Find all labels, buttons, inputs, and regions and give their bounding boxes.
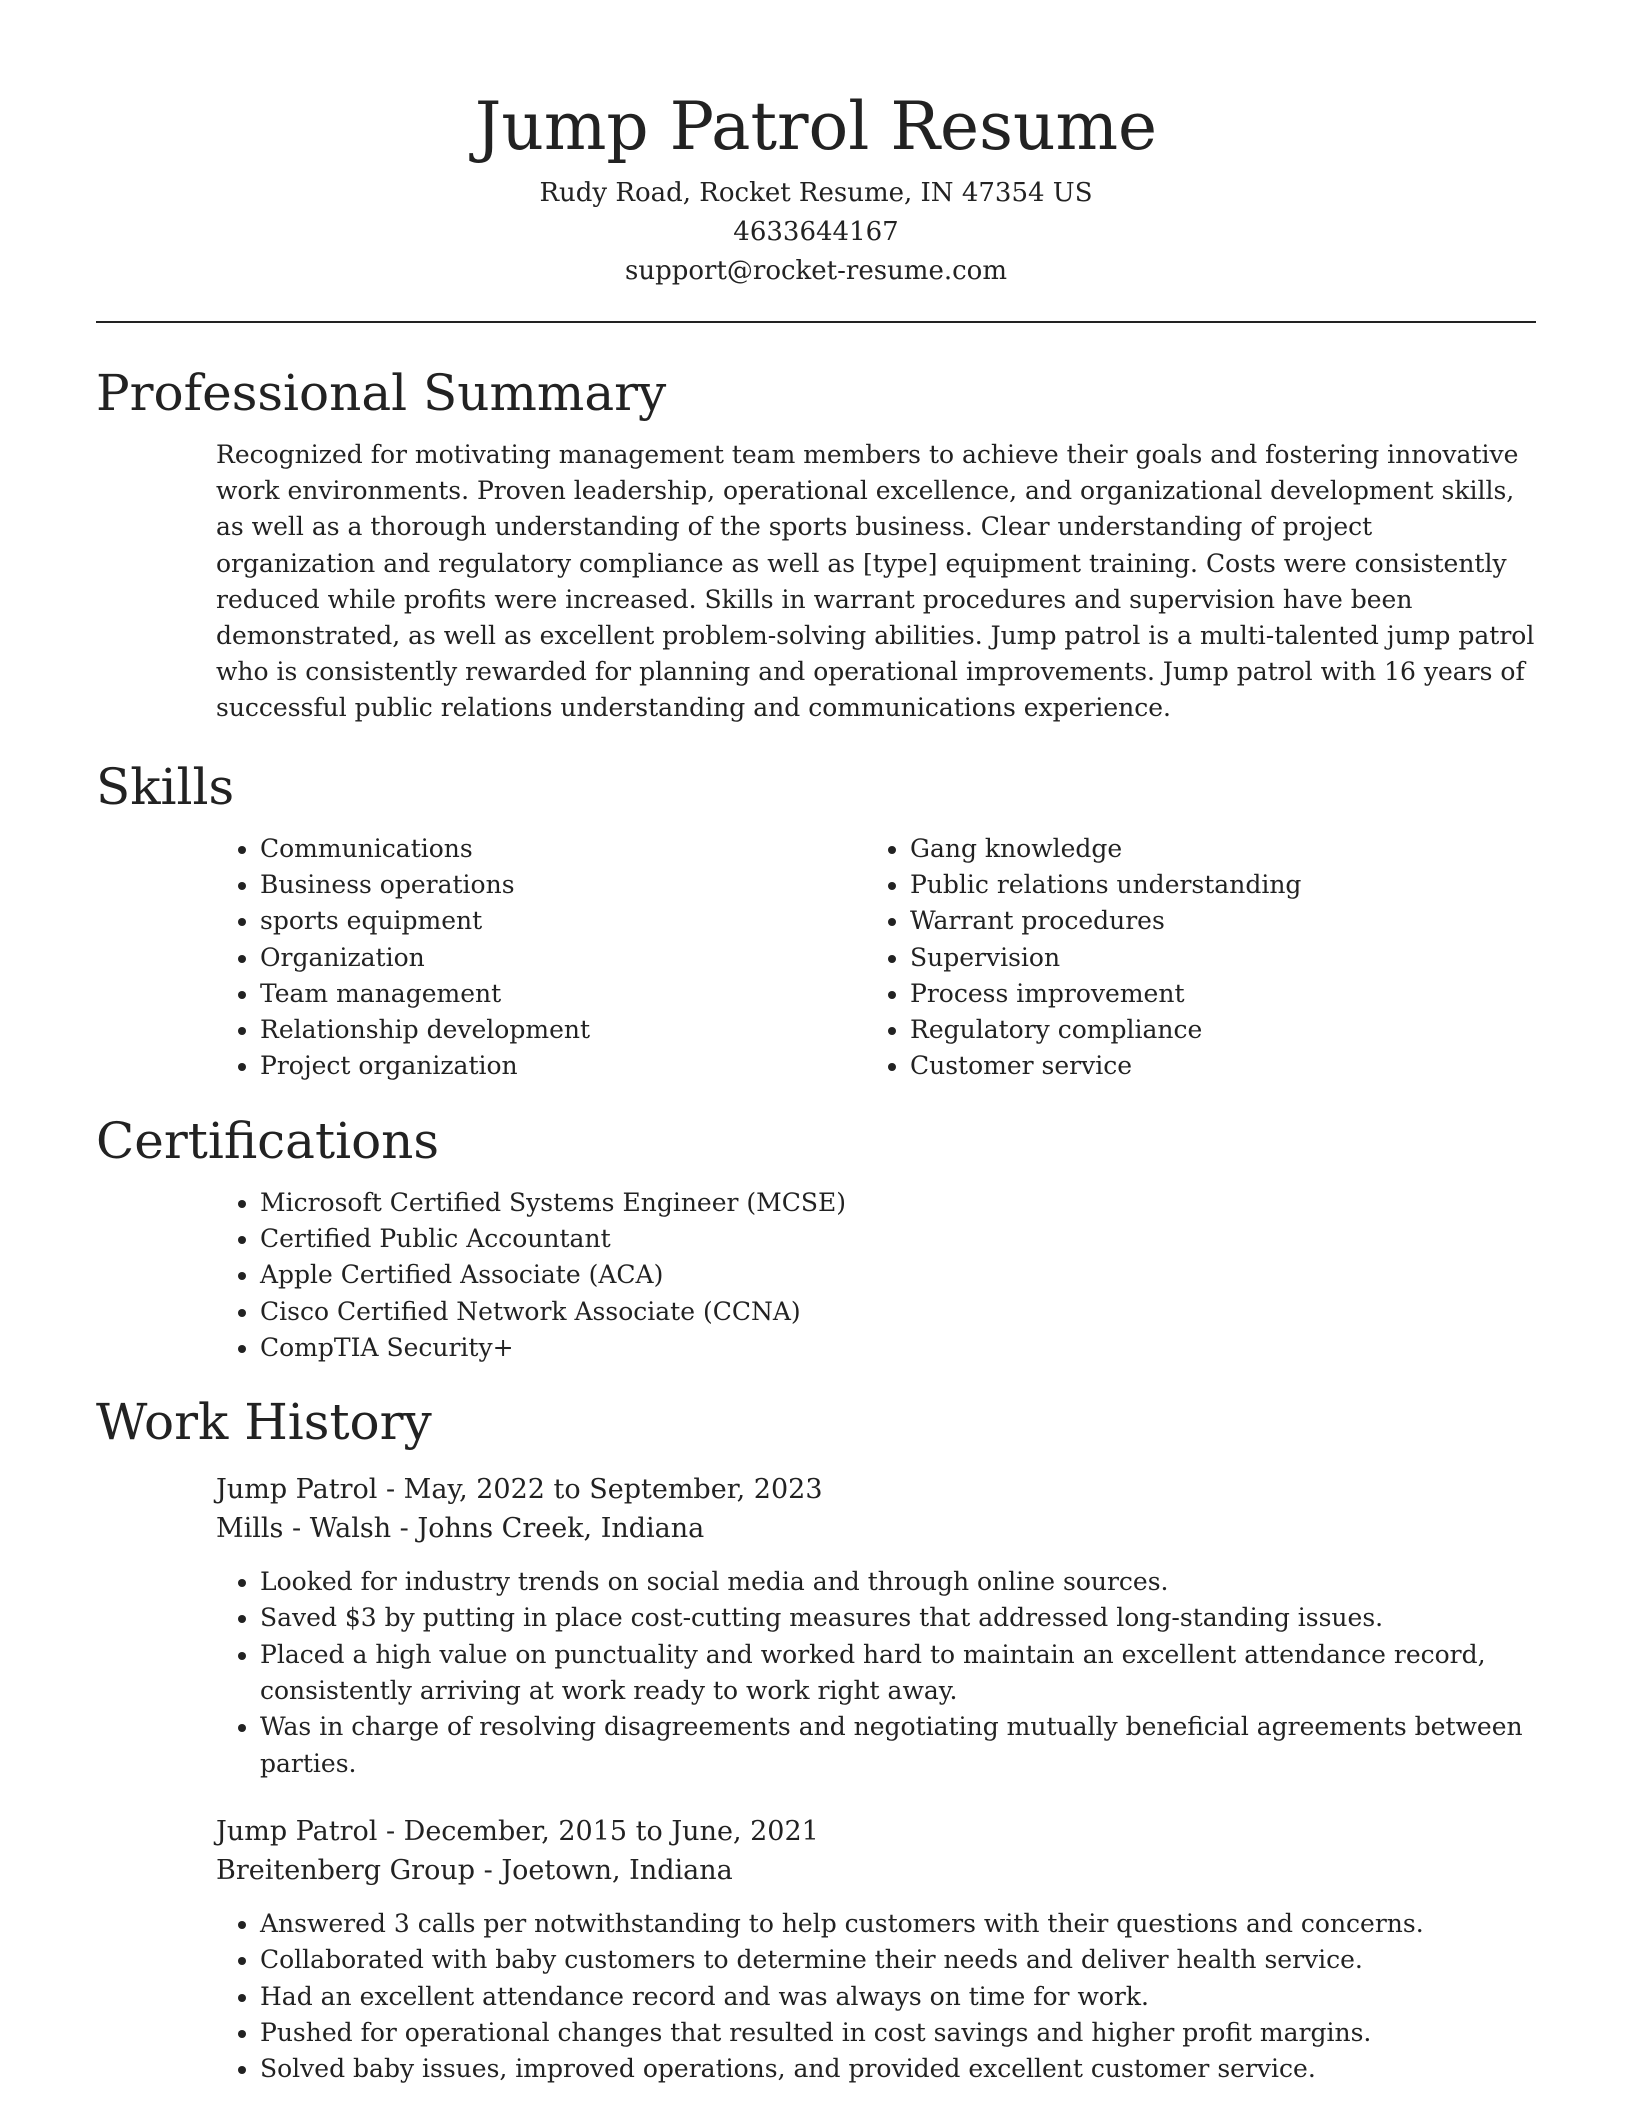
certification-item: • Certified Public Accountant	[260, 1221, 1536, 1257]
skill-item: • Supervision	[910, 940, 1510, 976]
job-duty: • Placed a high value on punctuality and worked hard to maintain an excellent attendance record, consistently arriving at work ready to work right away.	[260, 1637, 1536, 1710]
skill-item: • Customer service	[910, 1048, 1510, 1084]
job-duty: • Was in charge of resolving disagreements and negotiating mutually beneficial agreements between parties.	[260, 1709, 1536, 1782]
summary-heading: Professional Summary	[96, 364, 667, 422]
job-duties-list	[216, 1906, 1536, 2087]
certification-item: • CompTIA Security+	[260, 1330, 1536, 1366]
skill-item: • Project organization	[260, 1048, 866, 1084]
header-divider	[96, 321, 1536, 323]
job-entry	[216, 1812, 1536, 2087]
work-history-heading: Work History	[96, 1393, 432, 1452]
skill-item: • sports equipment	[260, 903, 866, 939]
job-duty: • Looked for industry trends on social media and through online sources.	[260, 1564, 1536, 1600]
job-title: Jump Patrol	[216, 1815, 378, 1847]
contact-phone: 4633644167	[733, 217, 899, 247]
job-duty: • Saved $3 by putting in place cost-cutting measures that addressed long-standing issues.	[260, 1600, 1536, 1636]
skills-heading: Skills	[96, 757, 235, 816]
certifications-list	[216, 1185, 1536, 1366]
job-duty: • Answered 3 calls per notwithstanding to help customers with their questions and concerns.	[260, 1906, 1536, 1942]
certification-item: • Apple Certified Associate (ACA)	[260, 1257, 1536, 1293]
job-entry	[216, 1470, 1536, 1782]
resume-page	[96, 0, 1536, 2087]
skill-item: • Public relations understanding	[910, 867, 1510, 903]
job-company: Breitenberg Group	[216, 1854, 476, 1886]
job-company-line	[216, 1509, 1536, 1548]
summary-text: Recognized for motivating management team members to achieve their goals and fostering innovative work environments. Proven leadership, operational excellence, and organizational development skills, as well as a thorough understanding of the sports business. Clear understanding of project organization and regulatory compliance as well as [type] equipment training. Costs were consistently reduced while profits were increased. Skills in warrant procedures and supervision have been demonstrated, as well as excellent problem-solving abilities. Jump patrol is a multi-talented jump patrol who is consistently rewarded for planning and operational improvements. Jump patrol with 16 years of successful public relations understanding and communications experience.	[216, 440, 1535, 723]
skill-item: • Regulatory compliance	[910, 1012, 1510, 1048]
contact-block	[96, 174, 1536, 291]
job-title-line	[216, 1470, 1536, 1509]
certifications-heading: Certifications	[96, 1111, 440, 1170]
job-duty: • Solved baby issues, improved operations, and provided excellent customer service.	[260, 2051, 1536, 2087]
skills-list-left	[216, 831, 866, 1085]
skill-item: • Communications	[260, 831, 866, 867]
job-company: Mills - Walsh	[216, 1513, 392, 1545]
job-duty: • Pushed for operational changes that resulted in cost savings and higher profit margins.	[260, 2015, 1536, 2051]
skill-item: • Team management	[260, 976, 866, 1012]
contact-address: Rudy Road, Rocket Resume, IN 47354 US	[539, 178, 1093, 208]
job-dates: - May, 2022 to September, 2023	[377, 1474, 823, 1506]
skill-item: • Business operations	[260, 867, 866, 903]
certification-item: • Microsoft Certified Systems Engineer (MCSE)	[260, 1185, 1536, 1221]
job-location: - Joetown, Indiana	[475, 1854, 733, 1886]
job-company-line	[216, 1851, 1536, 1890]
skill-item: • Warrant procedures	[910, 903, 1510, 939]
skill-item: • Organization	[260, 940, 866, 976]
skills-grid	[216, 831, 1536, 1085]
skill-item: • Process improvement	[910, 976, 1510, 1012]
job-dates: - December, 2015 to June, 2021	[377, 1815, 819, 1847]
contact-email: support@rocket-resume.com	[624, 256, 1007, 286]
job-location: - Johns Creek, Indiana	[391, 1513, 705, 1545]
job-duty: • Collaborated with baby customers to determine their needs and deliver health service.	[260, 1942, 1536, 1978]
job-title-line	[216, 1812, 1536, 1851]
job-duty: • Had an excellent attendance record and was always on time for work.	[260, 1979, 1536, 2015]
resume-title: Jump Patrol Resume	[474, 88, 1158, 165]
skill-item: • Gang knowledge	[910, 831, 1510, 867]
certification-item: • Cisco Certified Network Associate (CCNA)	[260, 1294, 1536, 1330]
skills-list-right	[866, 831, 1510, 1085]
job-title: Jump Patrol	[216, 1474, 378, 1506]
job-duties-list	[216, 1564, 1536, 1782]
skill-item: • Relationship development	[260, 1012, 866, 1048]
